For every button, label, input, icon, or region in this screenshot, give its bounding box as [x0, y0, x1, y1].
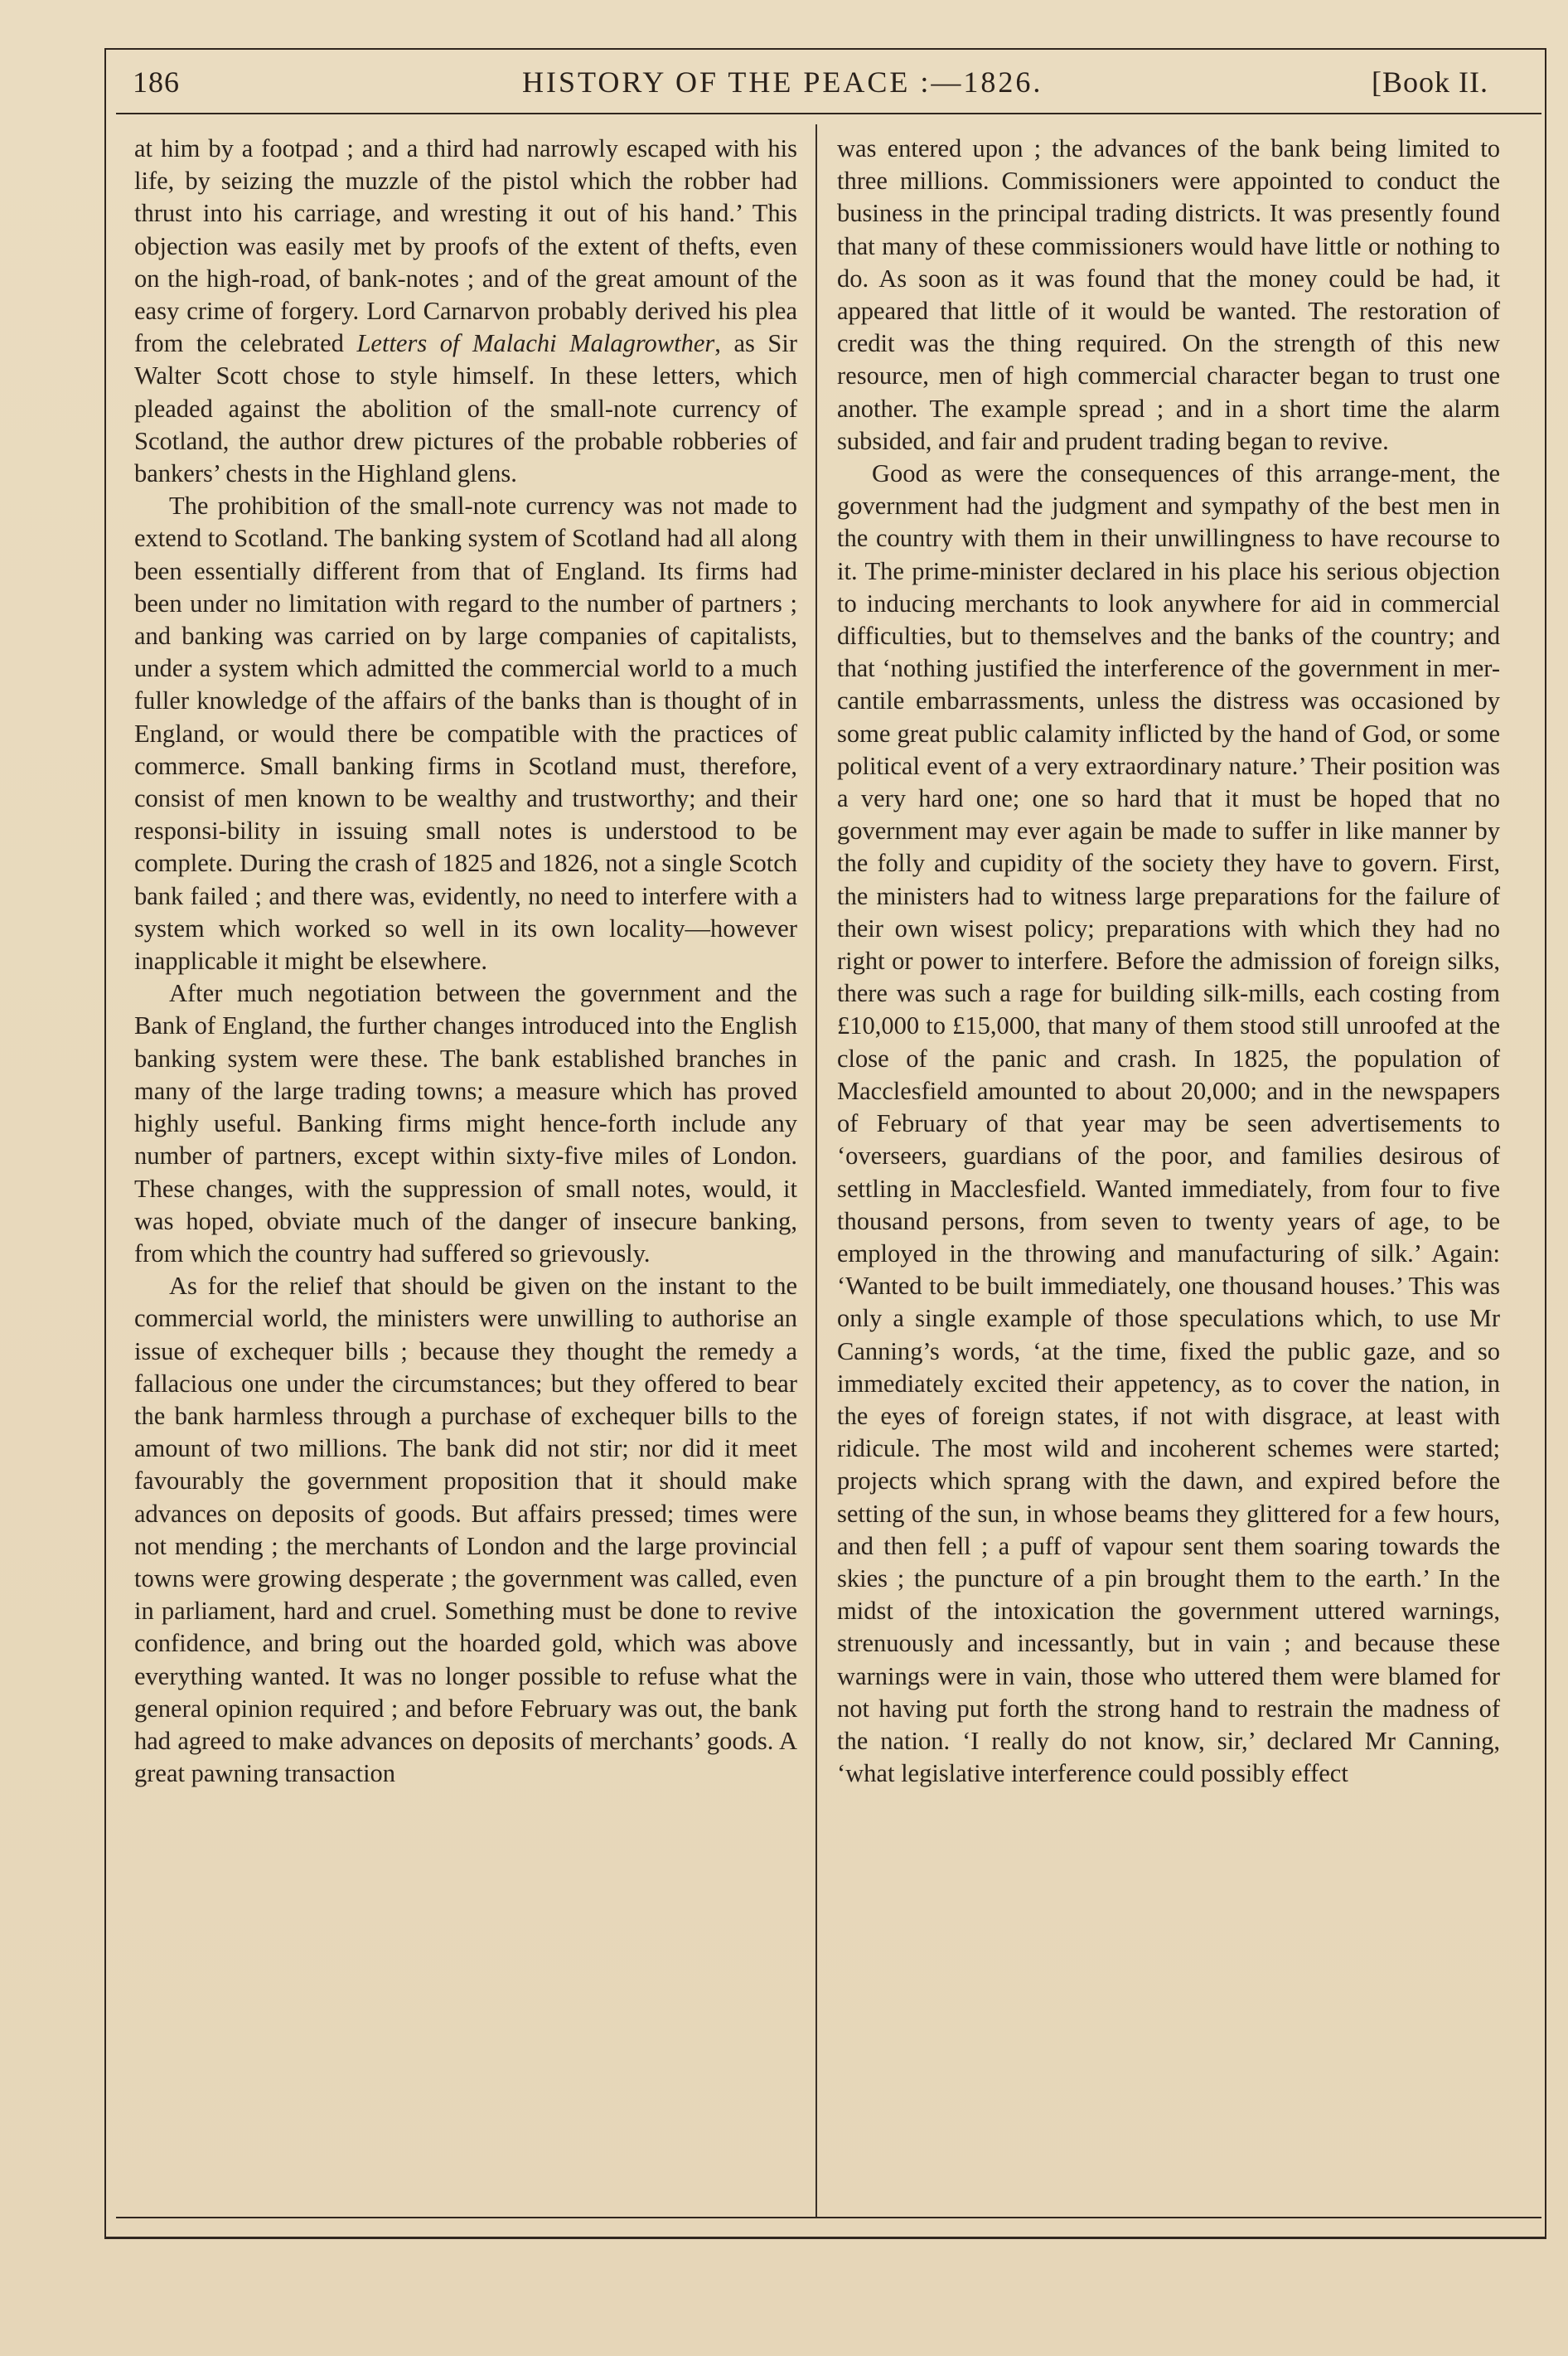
- book-label: [Book II.: [1372, 65, 1488, 99]
- right-column: [837, 133, 1500, 2205]
- paragraph: The prohibition of the small-note currency was not made to extend to Scotland. The banking system of Scotland had all along been essentially different from that of England. Its firms had been under no limitation with regard to the number of partners ; and banking was carried on by large companies of capitalists, under a system which admitted the commercial world to a much fuller knowledge of the affairs of the banks than is thought of in England, or would there be compatible with the practices of commerce. Small banking firms in Scotland must, therefore, consist of men known to be wealthy and trustworthy; and their responsi-bility in issuing small notes is understood to be complete. During the crash of 1825 and 1826, not a single Scotch bank failed ; and there was, evidently, no need to interfere with a system which worked so well in its own locality—however inapplicable it might be elsewhere.: [134, 492, 797, 976]
- frame-top-rule: [104, 48, 1546, 50]
- paragraph: As for the relief that should be given on the instant to the commercial world, the ministers were unwilling to authorise an issue of exchequer bills ; because they thought the remedy a fallacious one under the circumstances; but they offered to bear the bank harmless through a purchase of exchequer bills to the amount of two millions. The bank did not stir; nor did it meet favourably the government proposition that it should make advances on deposits of goods. But affairs pressed; times were not mending ; the merchants of London and the large provincial towns were growing desperate ; the government was called, even in parliament, hard and cruel. Something must be done to revive confidence, and bring out the hoarded gold, which was above everything wanted. It was no longer possible to refuse what the general opinion required ; and before February was out, the bank had agreed to make advances on deposits of merchants’ goods. A great pawning transaction: [134, 1272, 797, 1788]
- header-rule: [116, 113, 1541, 114]
- footer-rule: [116, 2217, 1541, 2218]
- paragraph: was entered upon ; the advances of the bank being limited to three millions. Commissioners were appointed to conduct the business in the principal trading districts. It was presently found that many of these commissioners would have little or nothing to do. As soon as it was found that the money could be had, it appeared that little of it would be wanted. The restoration of credit was the thing required. On the strength of this new resource, men of high commercial character began to trust one another. The example spread ; and in a short time the alarm subsided, and fair and prudent trading began to revive.: [837, 134, 1500, 455]
- text-span: , as Sir Walter Scott chose to style himself. In these letters, which pleaded against the abolition of the small-note currency of Scotland, the author drew pictures of the probable robberies of bankers’ chests in the Highland glens.: [134, 329, 797, 488]
- page-number: 186: [133, 65, 180, 99]
- left-column: [134, 133, 797, 2205]
- text-span: at him by a footpad ; and a third had narrowly escaped with his life, by seizing the muzzle of the pistol which the robber had thrust into his carriage, and wresting it out of his hand.’ This objection was easily met by proofs of the extent of thefts, even on the high-road, of bank-notes ; and of the great amount of the easy crime of forgery. Lord Carnarvon probably derived his plea from the celebrated: [134, 134, 797, 358]
- column-divider: [815, 124, 817, 2218]
- frame-right-rule: [1545, 48, 1546, 2237]
- paragraph: After much negotiation between the government and the Bank of England, the further changes introduced into the English banking system were these. The bank established branches in many of the large trading towns; a measure which has proved highly useful. Banking firms might hence-forth include any number of partners, except within sixty-five miles of London. These changes, with the suppression of small notes, would, it was hoped, obviate much of the danger of insecure banking, from which the country had suffered so grievously.: [134, 979, 797, 1268]
- running-title: HISTORY OF THE PEACE :—1826.: [522, 65, 1043, 99]
- paragraph: [134, 133, 797, 490]
- paragraph: Good as were the consequences of this arrange-ment, the government had the judgment and sympathy of the best men in the country with them in their unwillingness to have recourse to it. The prime-minister declared in his place his serious objection to inducing merchants to look anywhere for aid in commercial difficulties, but to themselves and the banks of the country; and that ‘nothing justified the interference of the government in mer-cantile embarrassments, unless the distress was occasioned by some great public calamity inflicted by the hand of God, or some political event of a very extraordinary nature.’ Their position was a very hard one; one so hard that it must be hoped that no government may ever again be made to suffer in like manner by the folly and cupidity of the society they have to govern. First, the ministers had to witness large preparations for the failure of their own wisest policy; preparations with which they had no right or power to interfere. Before the admission of foreign silks, there was such a rage for building silk-mills, each costing from £10,000 to £15,000, that many of them stood still unroofed at the close of the panic and crash. In 1825, the population of Macclesfield amounted to about 20,000; and in the newspapers of February of that year may be seen advertisements to ‘overseers, guardians of the poor, and families desirous of settling in Macclesfield. Wanted immediately, from four to five thousand persons, from seven to twenty years of age, to be employed in the throwing and manufacturing of silk.’ Again: ‘Wanted to be built immediately, one thousand houses.’ This was only a single example of those speculations which, to use Mr Canning’s words, ‘at the time, fixed the public gaze, and so immediately excited their appetency, as to cover the nation, in the eyes of foreign states, if not with disgrace, at least with ridicule. The most wild and incoherent schemes were started; projects which sprang with the dawn, and expired before the setting of the sun, in whose beams they glittered for a few hours, and then fell ; a puff of vapour sent them soaring towards the skies ; the puncture of a pin brought them to the earth.’ In the midst of the intoxication the government uttered warnings, strenuously and incessantly, but in vain ; and because these warnings were in vain, those who uttered them were blamed for not having put forth the strong hand to restrain the madness of the nation. ‘I really do not know, sir,’ declared Mr Canning, ‘what legislative interference could possibly effect: [837, 459, 1500, 1788]
- frame-bottom-rule: [104, 2237, 1546, 2239]
- frame-left-rule: [104, 48, 106, 2237]
- italic-title: Letters of Malachi Malagrowther: [356, 329, 715, 358]
